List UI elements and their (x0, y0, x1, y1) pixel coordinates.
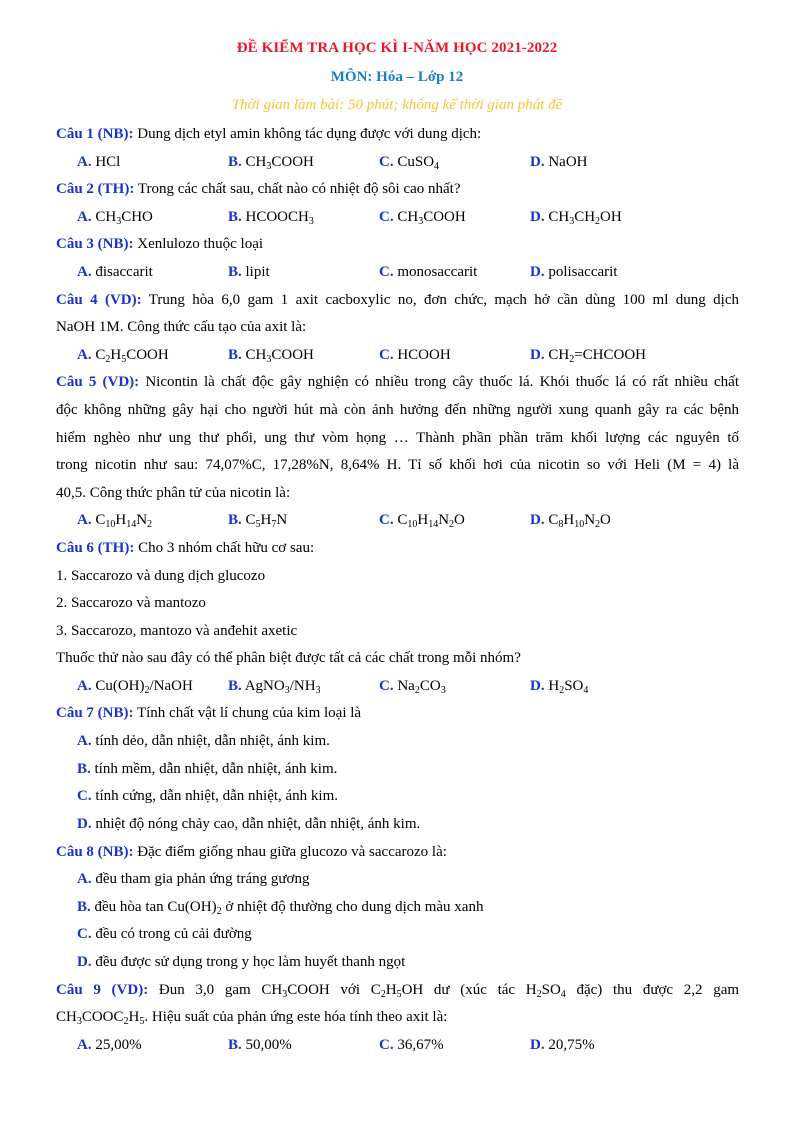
q3-option-b[interactable]: B. lipit (228, 264, 270, 280)
q5-option-c[interactable]: C. $C_{10}H_{14}N_2O$ (379, 512, 465, 530)
q9-option-a[interactable]: A. 25,00% (77, 1037, 142, 1053)
question-label: Câu 1 (NB): (56, 126, 134, 142)
q1-option-b[interactable]: B. $CH_3COOH$ (228, 154, 314, 172)
q2-option-b[interactable]: B. $HCOOCH_3$ (228, 209, 314, 227)
question-9: Câu 9 (VD): Đun 3,0 gam $CH_3COOH$ với $C_2H_5OH$ dư (xúc tác $H_2SO_4$ đặc) thu được 2,2 gam (56, 982, 740, 1000)
q1-option-a[interactable]: A. HCl (77, 154, 121, 170)
q2-option-a[interactable]: A. $CH_3CHO$ (77, 209, 153, 227)
q6-option-a[interactable]: A. $Cu(OH)_2$/NaOH (77, 678, 193, 696)
q5-option-d[interactable]: D. $C_8H_{10}N_2O$ (530, 512, 611, 530)
q7-option-c[interactable]: C. tính cứng, dẫn nhiệt, dẫn nhiệt, ánh kim. (77, 788, 339, 804)
exam-subject: MÔN: Hóa – Lớp 12 (330, 69, 464, 85)
q9-option-c[interactable]: C. 36,67% (379, 1037, 444, 1053)
question-5: Câu 5 (VD): Nicontin là chất độc gây nghiện có nhiều trong cây thuốc lá. Khói thuốc lá có rất nhiều chất (56, 374, 739, 390)
q4-option-b[interactable]: B. $CH_3COOH$ (228, 347, 314, 365)
q4-option-a[interactable]: A. $C_2H_5COOH$ (77, 347, 169, 365)
q5-option-b[interactable]: B. $C_5H_7N$ (228, 512, 288, 530)
question-4: Câu 4 (VD): Trung hòa 6,0 gam 1 axit cacboxylic no, đơn chức, mạch hở cần dùng 100 ml dung dịch (56, 292, 740, 308)
q7-option-a[interactable]: A. tính dẻo, dẫn nhiệt, dẫn nhiệt, ánh kim. (77, 733, 330, 749)
q4-option-d[interactable]: D. $CH_2=CHCOOH$ (530, 347, 646, 365)
question-5-line2: độc không những gây hại cho người hút mà còn ảnh hưởng đến những người xung quanh gây ra các bệnh (56, 402, 739, 418)
question-9-cont: $CH_3COOC_2H_5$. Hiệu suất của phản ứng este hóa tính theo axit là: (56, 1009, 448, 1027)
question-5-line3: hiểm nghèo như ung thư phổi, ung thư vòm họng … Thành phần phần trăm khối lượng các nguyên tố (56, 430, 739, 446)
q1-option-d[interactable]: D. NaOH (530, 154, 588, 170)
question-2: Câu 2 (TH): Trong các chất sau, chất nào có nhiệt độ sôi cao nhất? (56, 181, 461, 197)
q7-option-b[interactable]: B. tính mềm, dẫn nhiệt, dẫn nhiệt, ánh kim. (77, 761, 338, 777)
q6-option-d[interactable]: D. $H_2SO_4$ (530, 678, 589, 696)
q8-option-a[interactable]: A. đều tham gia phản ứng tráng gương (77, 871, 310, 887)
q7-option-d[interactable]: D. nhiệt độ nóng chảy cao, dẫn nhiệt, dẫn nhiệt, ánh kim. (77, 816, 421, 832)
q6-option-c[interactable]: C. $Na_2CO_3$ (379, 678, 446, 696)
q8-option-d[interactable]: D. đều được sử dụng trong y học làm huyết thanh ngọt (77, 954, 406, 970)
q9-option-b[interactable]: B. 50,00% (228, 1037, 292, 1053)
question-6: Câu 6 (TH): Cho 3 nhóm chất hữu cơ sau: (56, 540, 315, 556)
q2-option-c[interactable]: C. $CH_3COOH$ (379, 209, 466, 227)
q9-option-d[interactable]: D. 20,75% (530, 1037, 595, 1053)
q6-item-2: 2. Saccarozo và mantozo (56, 595, 206, 611)
question-4-cont: NaOH 1M. Công thức cấu tạo của axit là: (56, 319, 307, 335)
question-3: Câu 3 (NB): Xenlulozo thuộc loại (56, 236, 264, 252)
question-5-line4: trong nicotin như sau: 74,07%C, 17,28%N, 8,64% H. Tỉ số khối hơi của nicotin so với Heli (M = 4) là (56, 457, 739, 473)
question-5-line5: 40,5. Công thức phân tử của nicotin là: (56, 485, 291, 501)
q3-option-a[interactable]: A. đisaccarit (77, 264, 153, 280)
exam-time: Thời gian làm bài: 50 phút; không kể thời gian phát đề (231, 97, 563, 113)
q6-option-b[interactable]: B. $AgNO_3/NH_3$ (228, 678, 321, 696)
question-7: Câu 7 (NB): Tính chất vật lí chung của kim loại là (56, 705, 362, 721)
question-1 (56, 124, 739, 144)
q6-item-1: 1. Saccarozo và dung dịch glucozo (56, 568, 266, 584)
q2-option-d[interactable]: D. $CH_3CH_2OH$ (530, 209, 622, 227)
q5-option-a[interactable]: A. $C_{10}H_{14}N_2$ (77, 512, 153, 530)
q1-option-c[interactable]: C. CuSO$_4$ (379, 154, 440, 172)
exam-title: ĐỀ KIỂM TRA HỌC KÌ I-NĂM HỌC 2021-2022 (236, 40, 558, 56)
question-8: Câu 8 (NB): Đặc điểm giống nhau giữa glucozo và saccarozo là: (56, 844, 447, 860)
q8-option-c[interactable]: C. đều có trong củ cải đường (77, 926, 252, 942)
question-text: Dung dịch etyl amin không tác dụng được với dung dịch: (133, 126, 482, 142)
q6-item-3: 3. Saccarozo, mantozo và anđehit axetic (56, 623, 298, 639)
q6-question: Thuốc thử nào sau đây có thể phân biệt được tất cả các chất trong mỗi nhóm? (56, 650, 521, 666)
q3-option-d[interactable]: D. polisaccarit (530, 264, 618, 280)
q4-option-c[interactable]: C. HCOOH (379, 347, 451, 363)
q3-option-c[interactable]: C. monosaccarit (379, 264, 478, 280)
q8-option-b[interactable]: B. đều hòa $\tan Cu(OH)_2$ ở nhiệt độ thường cho dung dịch màu xanh (77, 899, 484, 917)
